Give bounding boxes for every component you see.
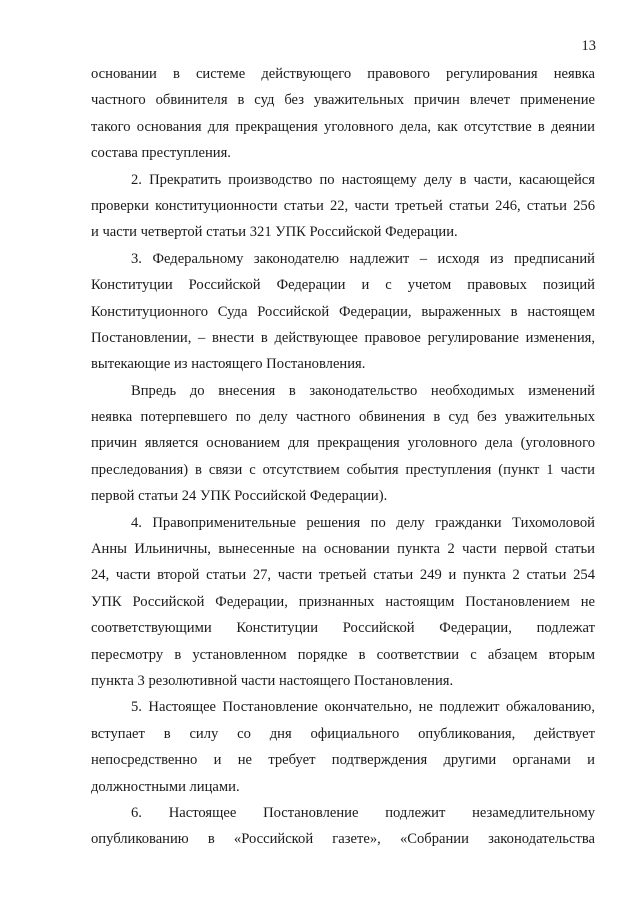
paragraph-item-3 — [91, 246, 595, 378]
text-line: 5. Настоящее Постановление окончательно, не подлежит обжалованию, — [131, 699, 595, 716]
text-line: вытекающие из настоящего Постановления. — [91, 356, 366, 373]
text-line: 6. Настоящее Постановление подлежит незамедлительному — [131, 804, 595, 821]
paragraph-item-5 — [91, 694, 595, 800]
text-line: должностными лицами. — [91, 778, 240, 795]
text-line: Постановлении, – внести в действующее правовое регулирование изменения, — [91, 329, 595, 346]
text-line: и части четвертой статьи 321 УПК Российской Федерации. — [91, 224, 458, 241]
text-line: Впредь до внесения в законодательство необходимых изменений — [131, 382, 595, 399]
text-line: пересмотру в установленном порядке в соответствии с абзацем вторым — [91, 646, 595, 663]
paragraph-item-2 — [91, 167, 595, 246]
text-line: соответствующими Конституции Российской Федерации, подлежат — [91, 620, 595, 637]
text-line: непосредственно и не требует подтверждения другими органами и — [91, 752, 595, 769]
text-line: 24, части второй статьи 27, части третьей статьи 249 и пункта 2 статьи 254 — [91, 567, 595, 584]
text-line: причин является основанием для прекращения уголовного дела (уголовного — [91, 435, 595, 452]
text-line: Анны Ильиничны, вынесенные на основании пункта 2 части первой статьи — [91, 541, 595, 558]
text-line: УПК Российской Федерации, признанных настоящим Постановлением не — [91, 593, 595, 610]
text-line: первой статьи 24 УПК Российской Федерации). — [91, 488, 388, 505]
text-line: проверки конституционности статьи 22, части третьей статьи 246, статьи 256 — [91, 197, 595, 214]
text-line: Конституции Российской Федерации и с учетом правовых позиций — [91, 277, 595, 294]
text-line: 4. Правоприменительные решения по делу гражданки Тихомоловой — [131, 514, 595, 531]
paragraph-item-4 — [91, 510, 595, 695]
text-line: Конституционного Суда Российской Федерации, выраженных в настоящем — [91, 303, 595, 320]
text-line: частного обвинителя в суд без уважительных причин влечет применение — [91, 92, 595, 109]
paragraph-interim-rule — [91, 378, 595, 510]
text-line: такого основания для прекращения уголовного дела, как отсутствие в деянии — [91, 118, 595, 135]
document-body — [91, 61, 595, 853]
text-line: состава преступления. — [91, 145, 231, 162]
text-line: основании в системе действующего правового регулирования неявка — [91, 66, 595, 82]
text-line: преследования) в связи с отсутствием события преступления (пункт 1 части — [91, 461, 595, 478]
text-line: опубликованию в «Российской газете», «Собрании законодательства — [91, 831, 595, 848]
text-line: пункта 3 резолютивной части настоящего Постановления. — [91, 672, 454, 689]
page-number: 13 — [581, 38, 596, 54]
text-line: неявка потерпевшего по делу частного обвинения в суд без уважительных — [91, 409, 595, 426]
text-line: вступает в силу со дня официального опубликования, действует — [91, 725, 595, 742]
paragraph-item-6 — [91, 800, 595, 853]
text-line: 2. Прекратить производство по настоящему делу в части, касающейся — [131, 171, 595, 188]
paragraph-continuation — [91, 61, 595, 167]
text-line: 3. Федеральному законодателю надлежит – исходя из предписаний — [131, 250, 595, 267]
